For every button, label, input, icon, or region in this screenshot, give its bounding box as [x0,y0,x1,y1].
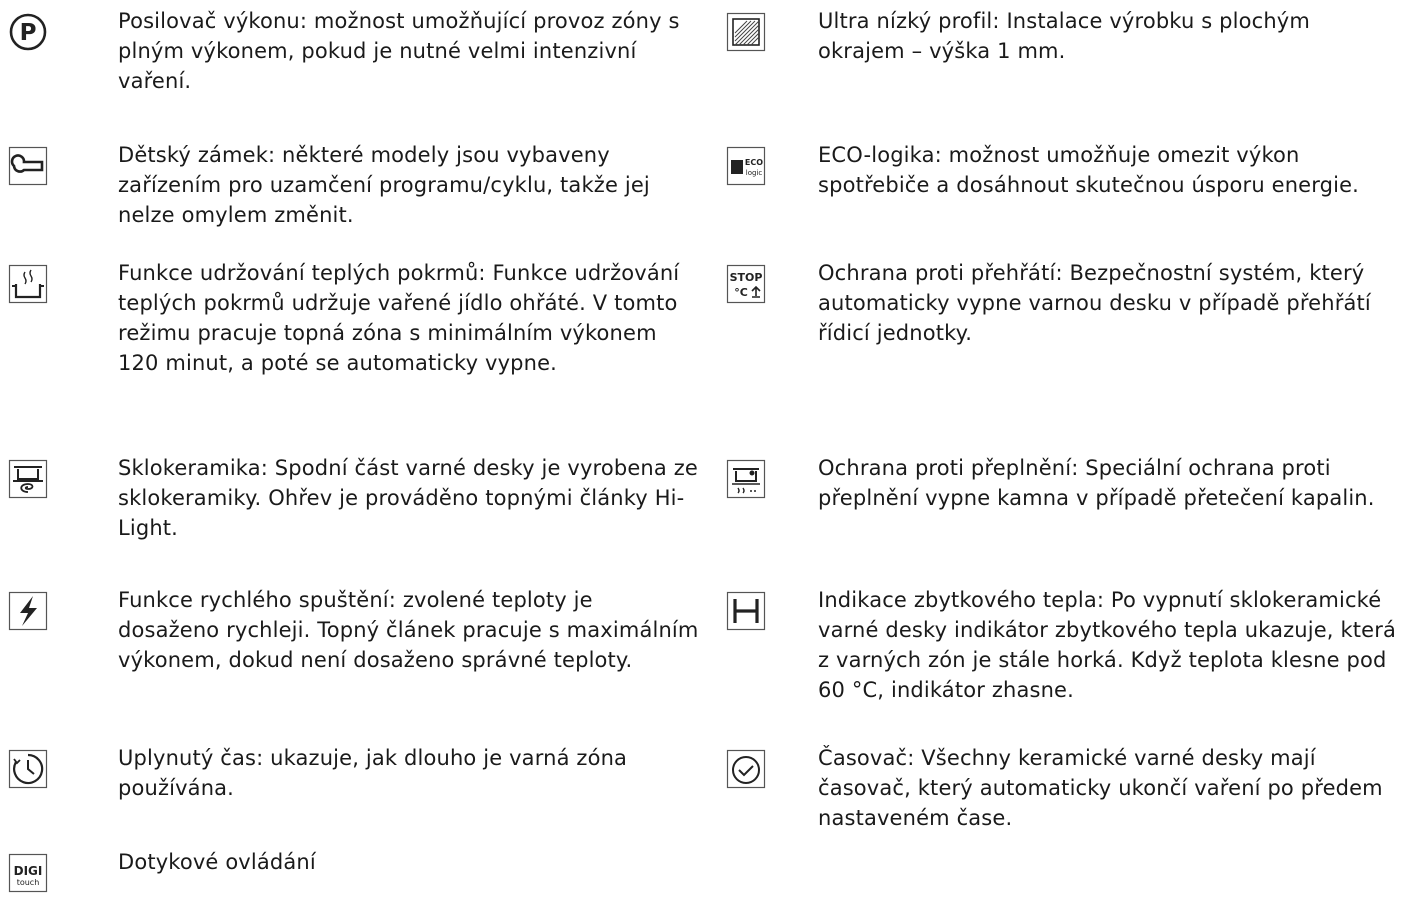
feature-text: Sklokeramika: Spodní část varné desky je vyrobena ze sklokeramiky. Ohřev je prováděno topnými články Hi-Light. [118,456,698,540]
feature-glass-ceramic [0,453,700,549]
keep-warm-icon [8,264,48,304]
svg-text:STOP: STOP [729,271,763,284]
feature-text: Funkce rychlého spuštění: zvolené teploty je dosaženo rychleji. Topný článek pracuje s maximálním výkonem, dokud není dosaženo správné teploty. [118,588,699,672]
feature-quick-start [0,585,700,711]
feature-text: Ultra nízký profil: Instalace výrobku s plochým okrajem – výška 1 mm. [818,9,1310,63]
feature-eco-logic [718,140,1403,236]
power-boost-icon [8,12,48,52]
feature-child-lock [0,140,700,236]
feature-text: Uplynutý čas: ukazuje, jak dlouho je varná zóna používána. [118,746,628,800]
feature-text: Časovač: Všechny keramické varné desky mají časovač, který automaticky ukončí vaření po předem nastaveném čase. [818,746,1383,830]
svg-text:touch: touch [16,878,40,887]
quick-start-icon [8,591,48,631]
svg-text:P: P [19,20,37,46]
svg-text:°C: °C [734,286,748,299]
feature-text: Dotykové ovládání [118,850,316,874]
feature-keep-warm [0,258,700,414]
svg-text:DIGI: DIGI [13,864,43,878]
feature-residual-heat [718,585,1403,711]
svg-text:logic: logic [745,169,763,177]
elapsed-time-icon [8,749,48,789]
child-lock-icon [8,146,48,186]
feature-overflow-protection [718,453,1403,549]
feature-text: Dětský zámek: některé modely jsou vybaveny zařízením pro uzamčení programu/cyklu, takže jej nelze omylem změnit. [118,143,650,227]
ultra-low-profile-icon [726,12,766,52]
feature-text: Ochrana proti přehřátí: Bezpečnostní systém, který automaticky vypne varnou desku v případě přehřátí řídicí jednotky. [818,261,1371,345]
feature-digi-touch [0,847,700,887]
feature-ultra-low-profile [718,6,1403,72]
residual-heat-icon [726,591,766,631]
overheat-protection-icon [726,264,766,304]
feature-text: Posilovač výkonu: možnost umožňující provoz zóny s plným výkonem, pokud je nutné velmi intenzivní vaření. [118,9,680,93]
feature-timer [718,743,1403,839]
feature-text: Ochrana proti přeplnění: Speciální ochrana proti přeplnění vypne kamna v případě přetečení kapalin. [818,456,1375,510]
digi-touch-icon [8,853,48,893]
feature-elapsed-time [0,743,700,809]
feature-text: ECO-logika: možnost umožňuje omezit výkon spotřebiče a dosáhnout skutečnou úsporu energie. [818,143,1359,197]
feature-text: Indikace zbytkového tepla: Po vypnutí sklokeramické varné desky indikátor zbytkového tepla ukazuje, která z varných zón je stále horká. Když teplota klesne pod 60 °C, indikátor zhasne. [818,588,1397,702]
feature-text: Funkce udržování teplých pokrmů: Funkce udržování teplých pokrmů udržuje vařené jídlo ohřáté. V tomto režimu pracuje topná zóna s minimálním výkonem 120 minut, a poté se automaticky vypne. [118,261,680,375]
overflow-protection-icon [726,459,766,499]
glass-ceramic-icon [8,459,48,499]
svg-text:ECO: ECO [744,158,764,167]
timer-icon [726,749,766,789]
feature-overheat-protection [718,258,1403,354]
feature-power-boost [0,6,700,102]
eco-logic-icon [726,146,766,186]
